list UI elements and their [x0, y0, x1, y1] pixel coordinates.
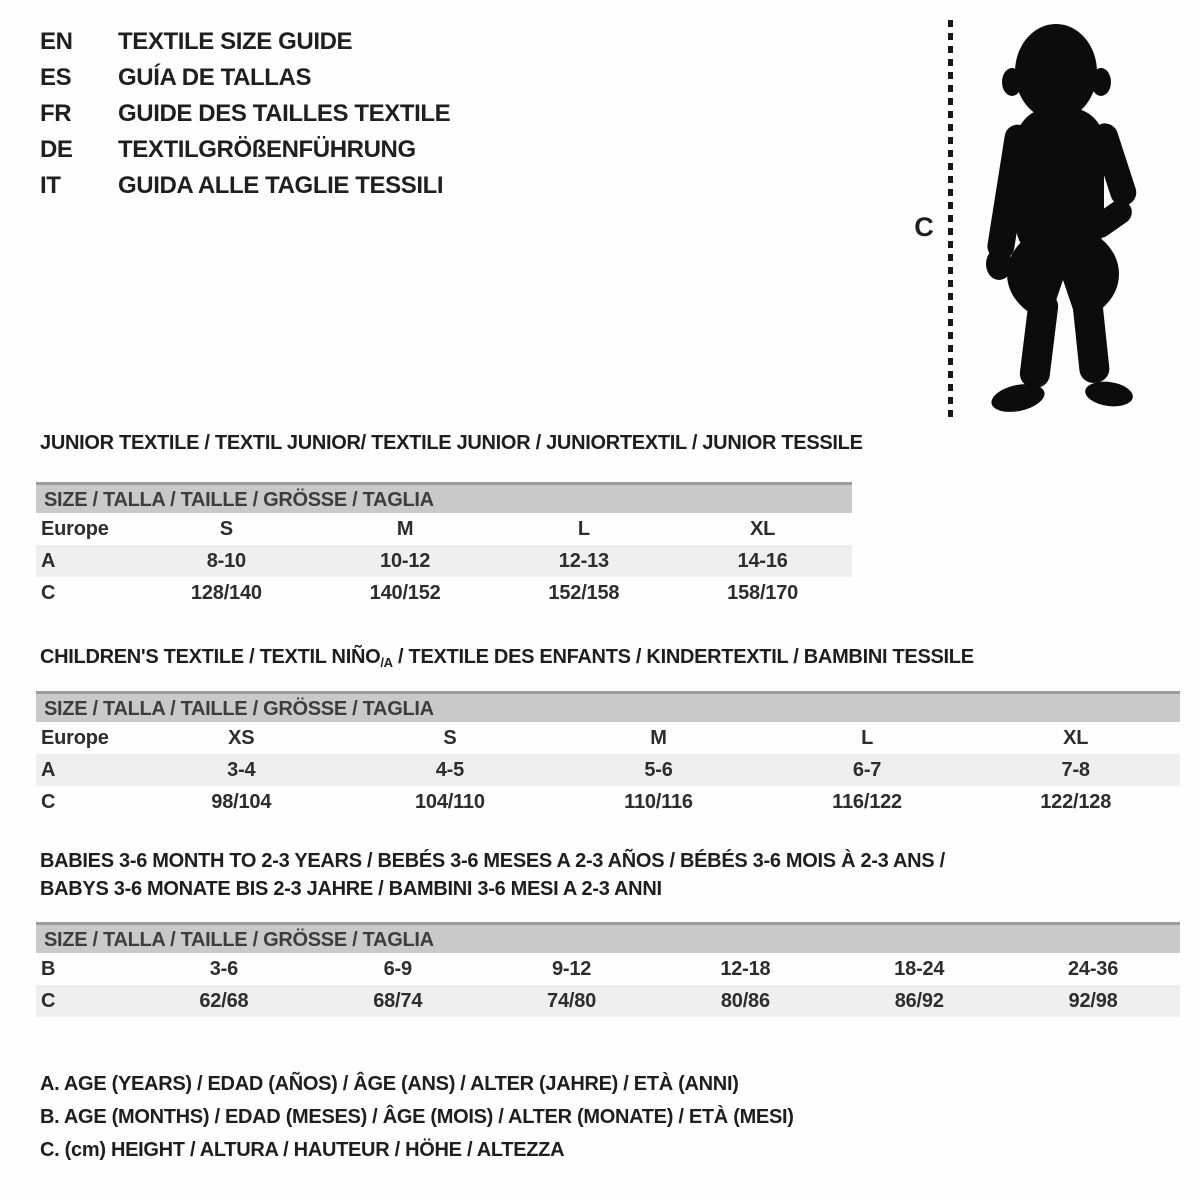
size-cell: L — [577, 517, 590, 540]
height-value-cell: 74/80 — [547, 989, 597, 1012]
age-value-cell: 14-16 — [737, 549, 788, 572]
size-cell: M — [396, 517, 414, 540]
junior-section-title: JUNIOR TEXTILE / TEXTIL JUNIOR/ TEXTILE JUNIOR / JUNIORTEXTIL / JUNIOR TESSILE — [40, 432, 863, 454]
junior-size-header-bar: SIZE / TALLA / TAILLE / GRÖSSE / TAGLIA — [36, 482, 852, 513]
children-region-row — [36, 722, 1180, 754]
children-title-subscript: /A — [380, 655, 393, 670]
lang-code: EN — [40, 28, 73, 55]
lang-row-it — [40, 174, 450, 198]
children-age-row — [36, 754, 1180, 786]
height-value-cell: 140/152 — [369, 581, 441, 604]
height-value-cell: 92/98 — [1068, 989, 1118, 1012]
size-cell: XL — [1063, 726, 1089, 749]
height-cells — [137, 990, 1180, 1013]
toddler-silhouette-image — [960, 12, 1166, 419]
age-cells — [137, 759, 1180, 782]
height-value-cell: 110/116 — [624, 790, 693, 813]
age-value-cell: 7-8 — [1061, 758, 1090, 781]
lang-row-es — [40, 66, 450, 90]
age-row-label: A — [41, 549, 56, 572]
size-cell: XS — [228, 726, 255, 749]
junior-height-row — [36, 577, 852, 609]
age-value-cell: 5-6 — [644, 758, 673, 781]
height-row-label: C — [41, 581, 56, 604]
age-value-cell: 10-12 — [380, 549, 431, 572]
height-value-cell: 116/122 — [832, 790, 902, 813]
legend-line-a: A. AGE (YEARS) / EDAD (AÑOS) / ÂGE (ANS) / ALTER (JAHRE) / ETÀ (ANNI) — [40, 1073, 739, 1095]
junior-textile-section — [36, 431, 863, 609]
children-title-prefix: CHILDREN'S TEXTILE / TEXTIL NIÑO — [40, 646, 381, 668]
size-cells — [137, 727, 1180, 750]
height-value-cell: 158/170 — [727, 581, 799, 604]
size-cells — [137, 518, 852, 541]
children-section-title — [36, 645, 1180, 671]
height-value-cell: 80/86 — [720, 989, 770, 1012]
lang-code: FR — [40, 100, 72, 127]
babies-title-line2: BABYS 3-6 MONATE BIS 2-3 JAHRE / BAMBINI 3-6 MESI A 2-3 ANNI — [40, 878, 662, 900]
junior-region-row — [36, 513, 852, 545]
size-cell: S — [443, 726, 457, 749]
age-value-cell: 4-5 — [435, 758, 465, 781]
height-cells — [137, 791, 1180, 814]
size-cell: S — [219, 517, 233, 540]
height-value-cell: 68/74 — [373, 989, 423, 1012]
babies-section-titles — [36, 847, 1180, 903]
children-title-suffix: / TEXTILE DES ENFANTS / KINDERTEXTIL / BAMBINI TESSILE — [392, 646, 974, 668]
months-value-cell: 24-36 — [1067, 957, 1119, 980]
guide-title: TEXTILE SIZE GUIDE — [118, 28, 353, 55]
children-textile-section — [36, 645, 1180, 818]
height-row-label: C — [41, 790, 56, 813]
guide-title: GUIDA ALLE TAGLIE TESSILI — [118, 172, 444, 199]
children-height-row — [36, 786, 1180, 818]
age-value-cell: 3-4 — [227, 758, 256, 781]
lang-code: DE — [40, 136, 73, 163]
age-value-cell: 6-7 — [852, 758, 882, 781]
region-row-label: Europe — [41, 517, 109, 540]
height-value-cell: 104/110 — [414, 790, 485, 813]
height-value-cell: 86/92 — [894, 989, 944, 1012]
size-cell: L — [861, 726, 874, 749]
junior-age-row — [36, 545, 852, 577]
babies-textile-section — [36, 847, 1180, 1017]
babies-title-line1: BABIES 3-6 MONTH TO 2-3 YEARS / BEBÉS 3-6 MESES A 2-3 AÑOS / BÉBÉS 3-6 MOIS À 2-3 ANS / — [40, 850, 945, 872]
age-row-label: A — [41, 758, 56, 781]
lang-row-en — [40, 30, 450, 54]
size-cell: XL — [750, 517, 776, 540]
height-value-cell: 152/158 — [548, 581, 620, 604]
months-value-cell: 9-12 — [551, 957, 592, 980]
babies-height-row — [36, 985, 1180, 1017]
age-cells — [137, 550, 852, 573]
height-value-cell: 62/68 — [199, 989, 249, 1012]
guide-title: GUIDE DES TAILLES TEXTILE — [118, 100, 451, 127]
months-cells — [137, 958, 1180, 981]
region-row-label: Europe — [41, 726, 109, 749]
height-measure-dotted-line — [948, 20, 953, 417]
measurement-legend — [40, 1068, 794, 1167]
months-value-cell: 6-9 — [383, 957, 412, 980]
legend-line-c: C. (cm) HEIGHT / ALTURA / HAUTEUR / HÖHE / ALTEZZA — [40, 1139, 565, 1161]
lang-row-de — [40, 138, 450, 162]
age-value-cell: 12-13 — [558, 549, 609, 572]
height-value-cell: 98/104 — [211, 790, 272, 813]
height-cells — [137, 582, 852, 605]
age-value-cell: 8-10 — [206, 549, 246, 572]
months-value-cell: 3-6 — [209, 957, 239, 980]
lang-code: ES — [40, 64, 72, 91]
lang-row-fr — [40, 102, 450, 126]
height-measure-label: C — [914, 212, 934, 242]
lang-code: IT — [40, 172, 61, 199]
babies-months-row — [36, 953, 1180, 985]
height-value-cell: 128/140 — [190, 581, 262, 604]
guide-title: TEXTILGRÖßENFÜHRUNG — [118, 136, 416, 163]
language-title-list — [40, 30, 450, 210]
babies-size-header-bar: SIZE / TALLA / TAILLE / GRÖSSE / TAGLIA — [36, 922, 1180, 953]
height-row-label: C — [41, 989, 56, 1012]
legend-line-b: B. AGE (MONTHS) / EDAD (MESES) / ÂGE (MOIS) / ALTER (MONATE) / ETÀ (MESI) — [40, 1106, 794, 1128]
months-row-label: B — [41, 957, 56, 980]
children-size-header-bar: SIZE / TALLA / TAILLE / GRÖSSE / TAGLIA — [36, 691, 1180, 722]
months-value-cell: 18-24 — [894, 957, 945, 980]
guide-title: GUÍA DE TALLAS — [118, 64, 312, 91]
height-value-cell: 122/128 — [1040, 790, 1112, 813]
months-value-cell: 12-18 — [720, 957, 771, 980]
size-cell: M — [650, 726, 667, 749]
